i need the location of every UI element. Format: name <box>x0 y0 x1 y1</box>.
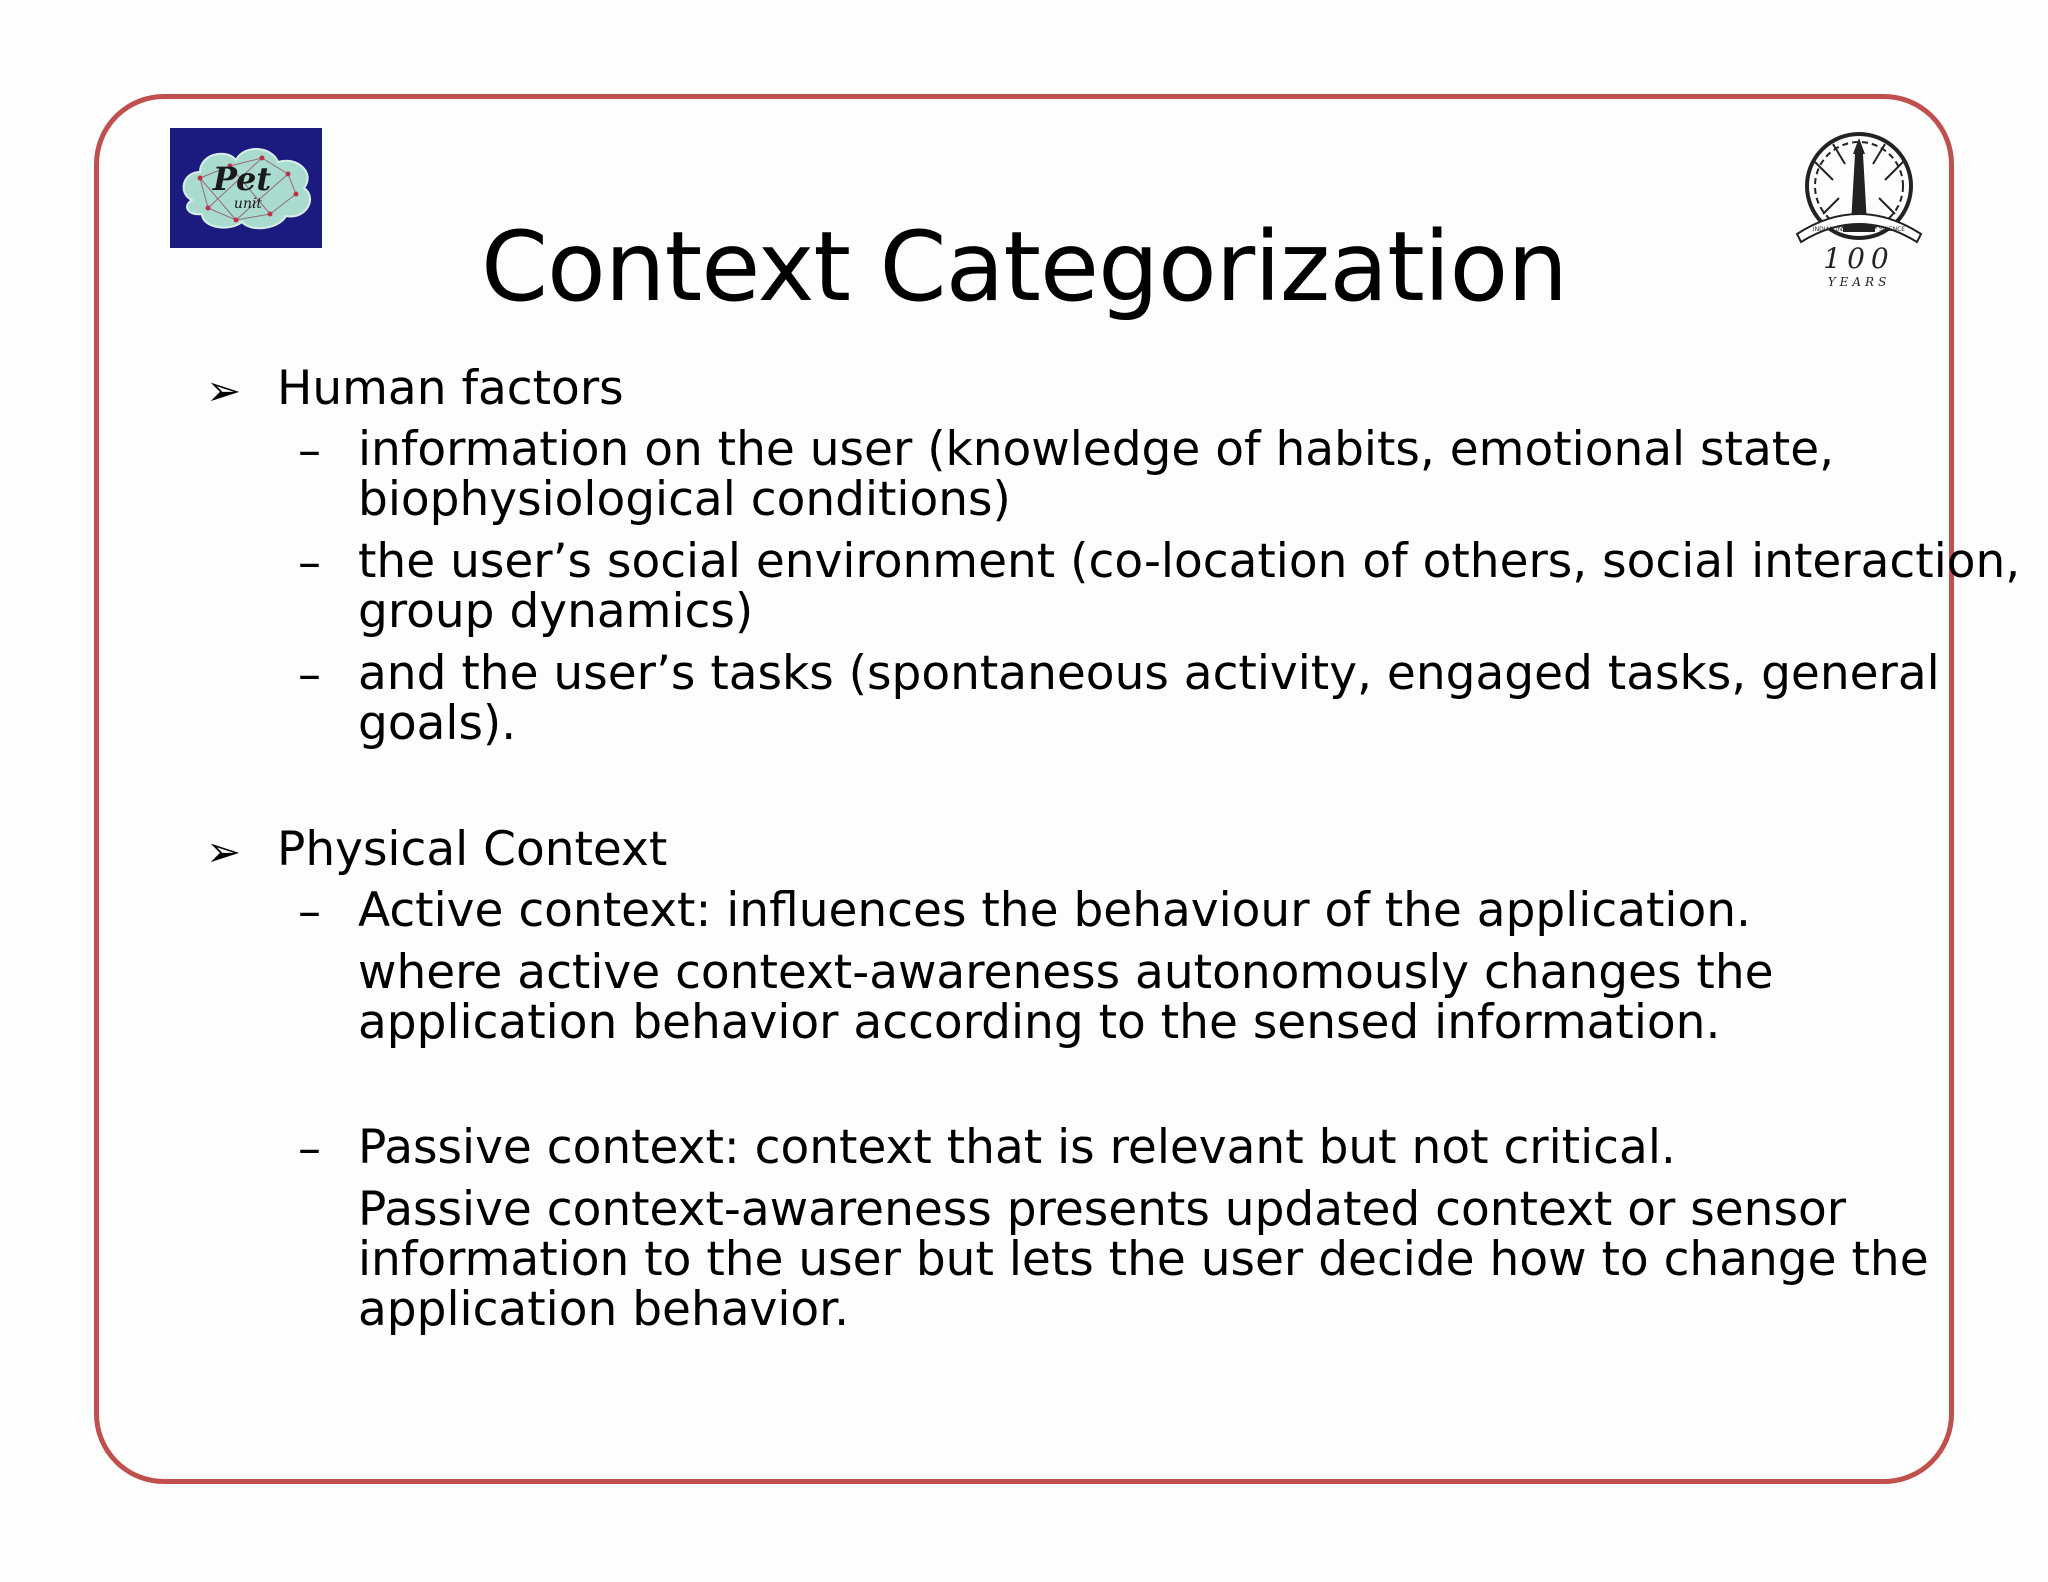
en-dash-icon: – <box>298 423 321 477</box>
svg-text:INDIAN INSTITUTE OF SCIENCE: INDIAN INSTITUTE OF SCIENCE <box>1812 226 1906 233</box>
list-item-line: information on the user (knowledge of habits, emotional state, <box>358 422 1835 477</box>
section-heading-human-factors: Human factors <box>277 361 624 416</box>
en-dash-icon: – <box>298 535 321 589</box>
list-item-detail-line: information to the user but lets the user decide how to change the <box>358 1232 1929 1287</box>
list-item-detail-line: application behavior according to the sensed information. <box>358 995 1721 1050</box>
svg-text:Pet: Pet <box>212 160 272 198</box>
en-dash-icon: – <box>298 884 321 938</box>
list-item-line: and the user’s tasks (spontaneous activity, engaged tasks, general <box>358 646 1940 701</box>
arrow-bullet-icon: ➢ <box>206 827 242 876</box>
list-item-line: the user’s social environment (co-location of others, social interaction, <box>358 534 2021 589</box>
slide-title: Context Categorization <box>480 211 1568 323</box>
svg-text:YEARS: YEARS <box>1827 275 1891 289</box>
list-item-detail-line: where active context-awareness autonomously changes the <box>358 945 1774 1000</box>
arrow-bullet-icon: ➢ <box>206 366 242 415</box>
en-dash-icon: – <box>298 1121 321 1175</box>
svg-text:unit: unit <box>233 196 263 212</box>
list-item-line: Passive context: context that is relevant but not critical. <box>358 1120 1676 1175</box>
section-heading-physical-context: Physical Context <box>277 822 668 877</box>
list-item-line: biophysiological conditions) <box>358 472 1011 527</box>
list-item-line: group dynamics) <box>358 584 754 639</box>
list-item-line: Active context: influences the behaviour of the application. <box>358 883 1751 938</box>
svg-text:100: 100 <box>1823 242 1895 275</box>
list-item-line: goals). <box>358 696 517 751</box>
en-dash-icon: – <box>298 647 321 701</box>
list-item-detail-line: Passive context-awareness presents updated context or sensor <box>358 1182 1847 1237</box>
list-item-detail-line: application behavior. <box>358 1282 850 1337</box>
